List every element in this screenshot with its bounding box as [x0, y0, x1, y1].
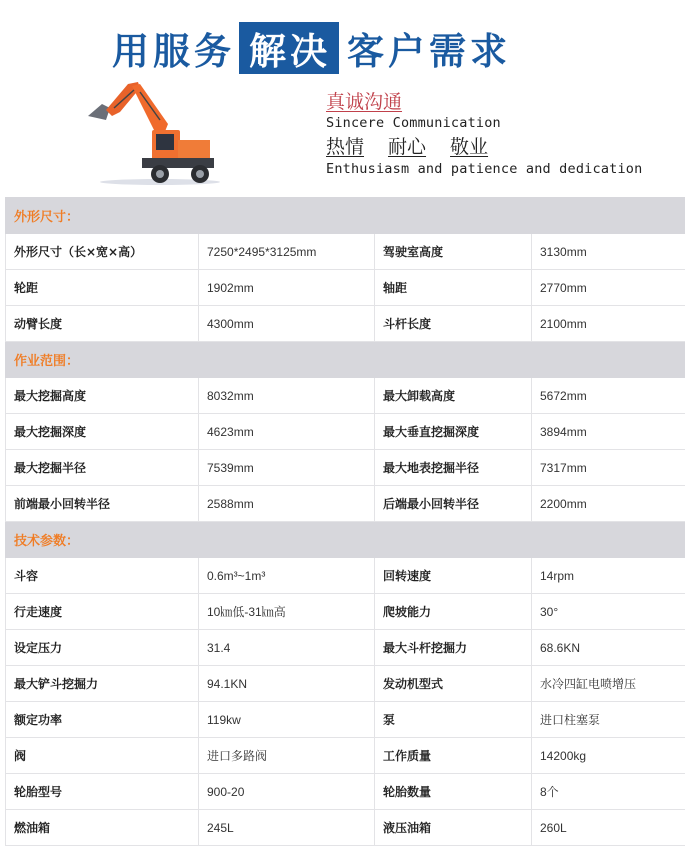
header-banner [0, 0, 685, 195]
spec-value: 68.6KN [532, 630, 685, 666]
spec-row [6, 486, 685, 522]
spec-label: 轮距 [6, 270, 199, 306]
spec-row [6, 594, 685, 630]
spec-label: 额定功率 [6, 702, 199, 738]
spec-label: 最大斗杆挖掘力 [375, 630, 532, 666]
spec-label: 工作质量 [375, 738, 532, 774]
spec-label: 阀 [6, 738, 199, 774]
spec-label: 最大垂直挖掘深度 [375, 414, 532, 450]
spec-value: 900-20 [199, 774, 375, 810]
section-title: 作业范围： [6, 342, 685, 378]
spec-value: 260L [532, 810, 685, 846]
spec-row [6, 630, 685, 666]
spec-label: 爬坡能力 [375, 594, 532, 630]
spec-label: 轴距 [375, 270, 532, 306]
motto-sincere-cn: 真诚沟通 [326, 91, 403, 113]
spec-label: 设定压力 [6, 630, 199, 666]
spec-value: 10㎞低-31㎞高 [199, 594, 375, 630]
spec-label: 回转速度 [375, 558, 532, 594]
spec-label: 动臂长度 [6, 306, 199, 342]
motto-value-dedication: 敬业 [450, 136, 489, 158]
spec-label: 最大挖掘高度 [6, 378, 199, 414]
spec-value: 3130mm [532, 234, 685, 270]
spec-label: 后端最小回转半径 [375, 486, 532, 522]
spec-label: 最大地表挖掘半径 [375, 450, 532, 486]
spec-row [6, 414, 685, 450]
spec-value: 2100mm [532, 306, 685, 342]
spec-label: 最大挖掘半径 [6, 450, 199, 486]
spec-value: 2588mm [199, 486, 375, 522]
spec-value: 14rpm [532, 558, 685, 594]
spec-label: 斗容 [6, 558, 199, 594]
spec-value: 30° [532, 594, 685, 630]
spec-label: 斗杆长度 [375, 306, 532, 342]
spec-row [6, 234, 685, 270]
spec-value: 8个 [532, 774, 685, 810]
spec-label: 泵 [375, 702, 532, 738]
spec-row [6, 738, 685, 774]
spec-value: 245L [199, 810, 375, 846]
spec-value: 0.6m³~1m³ [199, 558, 375, 594]
spec-value: 14200kg [532, 738, 685, 774]
slogan-prefix: 用服务 [112, 30, 235, 73]
section-dimensions [6, 198, 685, 234]
spec-value: 31.4 [199, 630, 375, 666]
motto-value-enthusiasm: 热情 [326, 136, 365, 158]
spec-value: 4300mm [199, 306, 375, 342]
spec-row [6, 774, 685, 810]
motto-sincere-en: Sincere Communication [326, 115, 501, 131]
spec-value: 进口柱塞泵 [532, 702, 685, 738]
spec-label: 燃油箱 [6, 810, 199, 846]
spec-label: 驾驶室高度 [375, 234, 532, 270]
spec-label: 轮胎型号 [6, 774, 199, 810]
spec-label: 最大卸载高度 [375, 378, 532, 414]
spec-label: 最大铲斗挖掘力 [6, 666, 199, 702]
spec-label: 前端最小回转半径 [6, 486, 199, 522]
spec-value: 水冷四缸电喷增压 [532, 666, 685, 702]
spec-value: 7250*2495*3125mm [199, 234, 375, 270]
spec-row [6, 558, 685, 594]
spec-value: 5672mm [532, 378, 685, 414]
spec-value: 2200mm [532, 486, 685, 522]
spec-value: 进口多路阀 [199, 738, 375, 774]
spec-row [6, 378, 685, 414]
spec-value: 2770mm [532, 270, 685, 306]
spec-row [6, 702, 685, 738]
spec-value: 94.1KN [199, 666, 375, 702]
motto-value-patience: 耐心 [388, 136, 427, 158]
spec-row [6, 306, 685, 342]
spec-value: 3894mm [532, 414, 685, 450]
spec-row [6, 450, 685, 486]
spec-value: 1902mm [199, 270, 375, 306]
slogan-title [112, 22, 511, 74]
spec-value: 7539mm [199, 450, 375, 486]
spec-value: 4623mm [199, 414, 375, 450]
spec-table [5, 197, 685, 846]
spec-row [6, 666, 685, 702]
slogan-suffix: 客户需求 [347, 30, 511, 73]
motto-values-cn [326, 134, 642, 160]
spec-row [6, 810, 685, 846]
spec-label: 液压油箱 [375, 810, 532, 846]
slogan-highlight: 解决 [239, 22, 339, 74]
section-working-range [6, 342, 685, 378]
motto-block [326, 90, 642, 178]
spec-value: 8032mm [199, 378, 375, 414]
section-title: 技术参数： [6, 522, 685, 558]
spec-value: 7317mm [532, 450, 685, 486]
motto-values-en: Enthusiasm and patience and dedication [326, 161, 643, 177]
spec-label: 行走速度 [6, 594, 199, 630]
excavator-image [80, 78, 230, 188]
spec-label: 发动机型式 [375, 666, 532, 702]
spec-row [6, 270, 685, 306]
section-title: 外形尺寸： [6, 198, 685, 234]
section-technical-params [6, 522, 685, 558]
spec-value: 119kw [199, 702, 375, 738]
spec-label: 最大挖掘深度 [6, 414, 199, 450]
spec-label: 轮胎数量 [375, 774, 532, 810]
spec-label: 外形尺寸（长×宽×高） [6, 234, 199, 270]
